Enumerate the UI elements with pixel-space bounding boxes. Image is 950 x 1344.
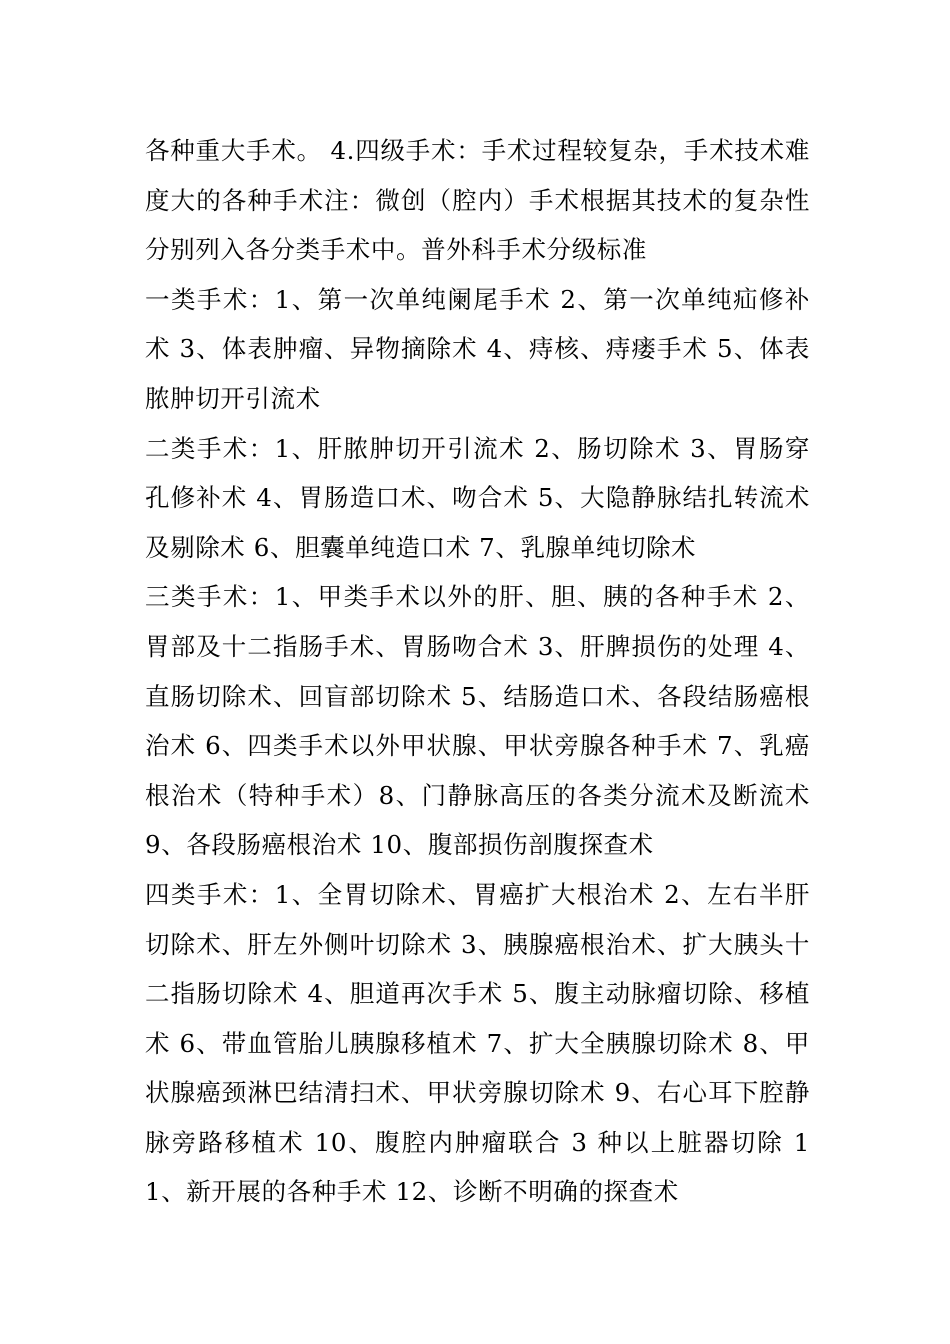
class-one-surgery-paragraph: 一类手术：1、第一次单纯阑尾手术 2、第一次单纯疝修补术 3、体表肿瘤、异物摘除术 4、痔核、痔瘘手术 5、体表脓肿切开引流术 [145,284,810,413]
document-body [145,126,810,1217]
class-four-surgery-paragraph: 四类手术：1、全胃切除术、胃癌扩大根治术 2、左右半肝切除术、肝左外侧叶切除术 3、胰腺癌根治术、扩大胰头十二指肠切除术 4、胆道再次手术 5、腹主动脉瘤切除、移植术 6、带血管胎儿胰腺移植术 7、扩大全胰腺切除术 8、甲状腺癌颈淋巴结清扫术、甲状旁腺切除术 9、右心耳下腔静脉旁路移植术 10、腹腔内肿瘤联合 3 种以上脏器切除 11、新开展的各种手术 12、诊断不明确的探查术 [145,879,810,1207]
intro-paragraph: 各种重大手术。 4.四级手术：手术过程较复杂，手术技术难度大的各种手术注：微创（腔内）手术根据其技术的复杂性分别列入各分类手术中。普外科手术分级标准 [145,136,810,265]
class-two-surgery-paragraph: 二类手术：1、肝脓肿切开引流术 2、肠切除术 3、胃肠穿孔修补术 4、胃肠造口术、吻合术 5、大隐静脉结扎转流术及剔除术 6、胆囊单纯造口术 7、乳腺单纯切除术 [145,433,810,562]
class-three-surgery-paragraph: 三类手术：1、甲类手术以外的肝、胆、胰的各种手术 2、胃部及十二指肠手术、胃肠吻合术 3、肝脾损伤的处理 4、直肠切除术、回盲部切除术 5、结肠造口术、各段结肠癌根治术 6、四类手术以外甲状腺、甲状旁腺各种手术 7、乳癌根治术（特种手术）8、门静脉高压的各类分流术及断流术 9、各段肠癌根治术 10、腹部损伤剖腹探查术 [145,582,810,860]
